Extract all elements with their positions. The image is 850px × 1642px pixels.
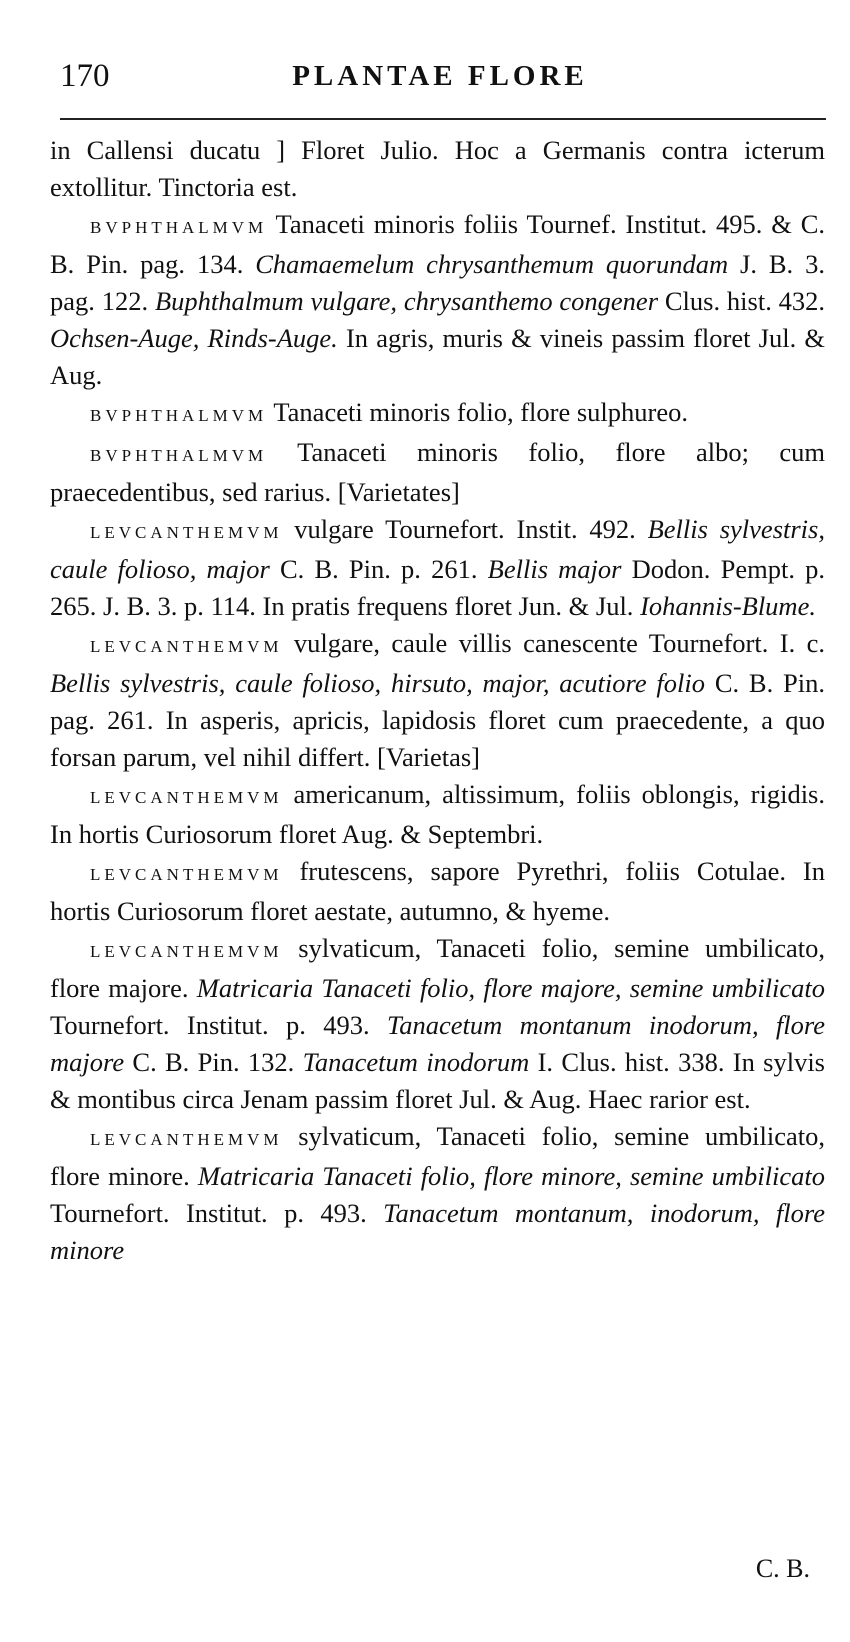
running-title: PLANTAE FLORE (292, 60, 588, 92)
italic-citation: Bellis sylvestris, caule folioso, hirsuto, major, acutiore folio (50, 668, 706, 698)
plant-genus-name: LEVCANTHEMVM (90, 523, 283, 542)
entry-text: Tanaceti minoris folio, flore albo; cum praecedentibus, sed rarius. [Varietates] (50, 437, 825, 507)
italic-citation: Bellis major (487, 554, 622, 584)
plant-genus-name: LEVCANTHEMVM (90, 1130, 283, 1149)
page-number: 170 (60, 58, 110, 94)
entry-text: vulgare, caule villis canescente Tournefort. I. c. (282, 628, 825, 658)
italic-citation: Bellis sylvestris, caule folioso, major (50, 514, 825, 584)
entry-text: vulgare Tournefort. Instit. 492. (282, 514, 648, 544)
entry-text: Tournefort. Institut. p. 493. (50, 1010, 387, 1040)
italic-citation: chrysanthemo congener (403, 286, 659, 316)
plant-genus-name: LEVCANTHEMVM (90, 788, 283, 807)
entry-text: sylvaticum, Tanaceti folio, semine umbilicato, flore minore. (50, 1121, 825, 1191)
entry-text (397, 286, 404, 316)
italic-citation: Iohannis-Blume. (640, 591, 816, 621)
italic-citation: Ochsen-Auge, Rinds-Auge. (50, 323, 338, 353)
header-rule (60, 118, 826, 120)
italic-citation: Tanacetum montanum inodorum, flore majore (50, 1010, 825, 1077)
entry-text: In agris, muris & vineis passim floret Jul. & Aug. (50, 323, 825, 390)
page-header (60, 58, 820, 108)
entry-text: C. B. Pin. 132. (124, 1047, 303, 1077)
plant-genus-name: LEVCANTHEMVM (90, 942, 283, 961)
entry-text: frutescens, sapore Pyrethri, foliis Cotulae. In hortis Curiosorum floret aestate, autumno, & hyeme. (50, 856, 825, 926)
catchword: C. B. (755, 1554, 810, 1583)
plant-entry (50, 206, 825, 394)
italic-citation: Chamaemelum chrysanthemum quorundam (255, 249, 729, 279)
plant-genus-name: BVPHTHALMVM (90, 218, 268, 237)
plant-entry (50, 394, 825, 434)
entry-text: Tanaceti minoris folio, flore sulphureo. (267, 397, 689, 427)
entry-text: sylvaticum, Tanaceti folio, semine umbilicato, flore majore. (50, 933, 825, 1003)
plant-genus-name: BVPHTHALMVM (90, 406, 268, 425)
italic-citation: Matricaria Tanaceti folio, flore majore, semine umbilicato (196, 973, 825, 1003)
entry-text: americanum, altissimum, foliis oblongis, rigidis. In hortis Curiosorum floret Aug. & Septembri. (50, 779, 825, 849)
plant-genus-name: LEVCANTHEMVM (90, 865, 283, 884)
entry-text: Dodon. Pempt. p. 265. J. B. 3. p. 114. In pratis frequens floret Jun. & Jul. (50, 554, 825, 621)
plant-entry (50, 930, 825, 1118)
entry-text: Tanaceti minoris foliis Tournef. Institut. 495. & C. B. Pin. pag. 134. (50, 209, 825, 279)
italic-citation: Tanacetum inodorum (302, 1047, 530, 1077)
plant-genus-name: BVPHTHALMVM (90, 446, 268, 465)
plant-genus-name: LEVCANTHEMVM (90, 637, 283, 656)
italic-citation: Buphthalmum vulgare, (154, 286, 398, 316)
plant-entry (50, 1118, 825, 1269)
plant-entry (50, 853, 825, 930)
italic-citation: Matricaria Tanaceti folio, flore minore, semine umbilicato (197, 1161, 825, 1191)
plant-entry (50, 625, 825, 776)
body-text (50, 132, 825, 1269)
entry-text: Clus. hist. 432. (658, 286, 826, 316)
plant-entry (50, 434, 825, 511)
entry-text: I. Clus. hist. 338. In sylvis & montibus circa Jenam passim floret Jul. & Aug. Haec rarior est. (50, 1047, 825, 1114)
entry-text: C. B. Pin. p. 261. (269, 554, 488, 584)
entry-text: J. B. 3. pag. 122. (50, 249, 825, 316)
plant-entry (50, 776, 825, 853)
plant-entry (50, 511, 825, 625)
entry-text: in Callensi ducatu ] Floret Julio. Hoc a Germanis contra icterum extollitur. Tinctoria est. (50, 135, 825, 202)
entry-text: C. B. Pin. pag. 261. In asperis, apricis, lapidosis floret cum praecedente, a quo forsan parum, vel nihil differt. [Varietas] (50, 668, 825, 772)
continued-paragraph (50, 132, 825, 206)
italic-citation: Tanacetum montanum, inodorum, flore minore (50, 1198, 825, 1265)
entry-text: Tournefort. Institut. p. 493. (50, 1198, 384, 1228)
